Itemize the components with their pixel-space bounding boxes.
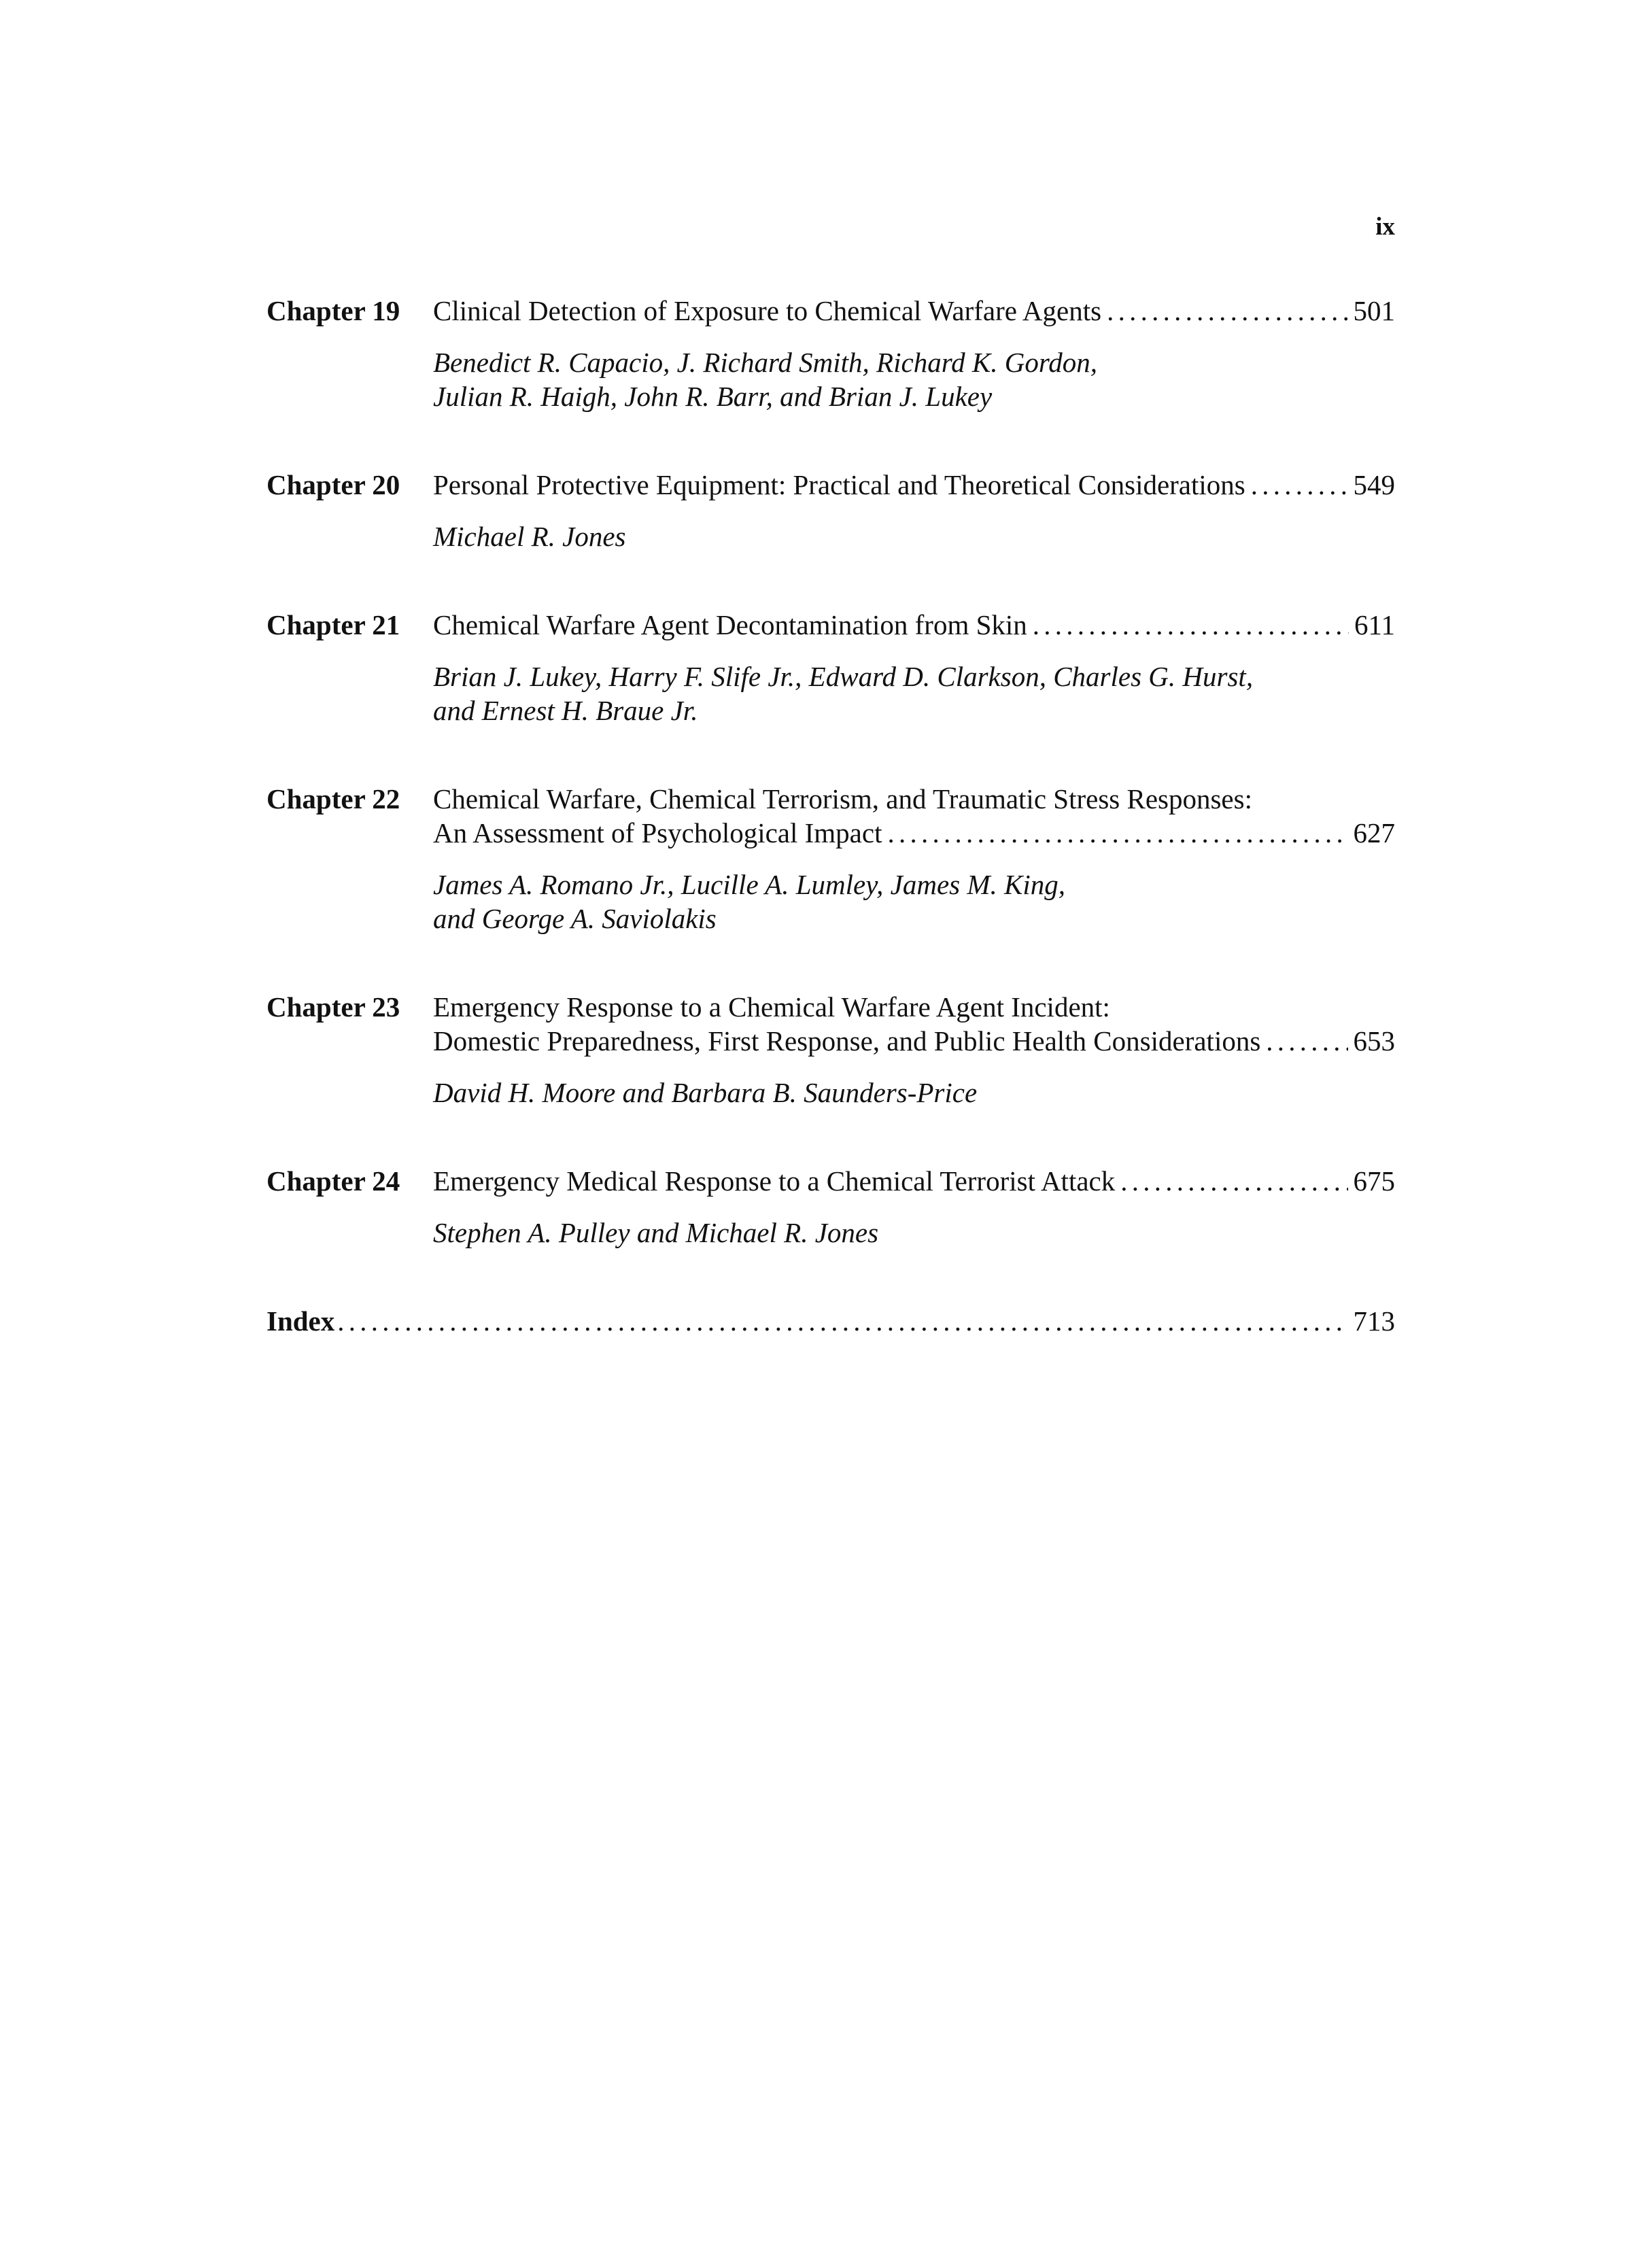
dot-leader bbox=[1107, 294, 1347, 328]
toc-entry bbox=[266, 294, 1395, 413]
chapter-title-leader-line bbox=[433, 1024, 1395, 1058]
index-entry bbox=[266, 1304, 1395, 1338]
author-line: Michael R. Jones bbox=[433, 521, 626, 552]
chapter-label: Chapter 22 bbox=[266, 783, 400, 814]
dot-leader bbox=[1120, 1164, 1347, 1198]
toc-entry bbox=[266, 608, 1395, 727]
index-page-number: 713 bbox=[1353, 1305, 1395, 1337]
author-line: and Ernest H. Braue Jr. bbox=[433, 695, 698, 726]
toc-entry bbox=[266, 782, 1395, 936]
chapter-authors bbox=[433, 1216, 1395, 1250]
author-line: Benedict R. Capacio, J. Richard Smith, Richard K. Gordon, bbox=[433, 347, 1098, 378]
chapter-title: Emergency Medical Response to a Chemical Terrorist Attack bbox=[433, 1165, 1116, 1197]
chapter-title-line: Emergency Response to a Chemical Warfare Agent Incident: bbox=[433, 991, 1110, 1023]
chapter-title-leader-line bbox=[433, 1164, 1395, 1198]
chapter-page-number: 501 bbox=[1353, 295, 1395, 326]
chapter-authors bbox=[433, 659, 1395, 727]
chapter-body bbox=[433, 468, 1395, 553]
author-line: Julian R. Haigh, John R. Barr, and Brian J. Lukey bbox=[433, 381, 993, 412]
author-line: Stephen A. Pulley and Michael R. Jones bbox=[433, 1217, 879, 1248]
toc-entry bbox=[266, 468, 1395, 553]
dot-leader bbox=[1033, 608, 1349, 642]
chapter-body bbox=[433, 608, 1395, 727]
page-number: ix bbox=[1375, 213, 1395, 241]
author-line: and George A. Saviolakis bbox=[433, 903, 717, 934]
chapter-body bbox=[433, 294, 1395, 413]
author-line: James A. Romano Jr., Lucille A. Lumley, James M. King, bbox=[433, 869, 1065, 900]
author-line: David H. Moore and Barbara B. Saunders-Price bbox=[433, 1077, 978, 1108]
chapter-title-line: Chemical Warfare, Chemical Terrorism, and Traumatic Stress Responses: bbox=[433, 783, 1252, 814]
toc-entry bbox=[266, 1164, 1395, 1250]
chapter-page-number: 549 bbox=[1353, 469, 1395, 500]
author-line: Brian J. Lukey, Harry F. Slife Jr., Edward D. Clarkson, Charles G. Hurst, bbox=[433, 661, 1254, 692]
chapter-list bbox=[266, 294, 1395, 1250]
table-of-contents bbox=[266, 294, 1395, 1338]
dot-leader bbox=[337, 1304, 1347, 1338]
chapter-page-number: 611 bbox=[1354, 609, 1395, 640]
chapter-title: An Assessment of Psychological Impact bbox=[433, 817, 882, 848]
chapter-authors bbox=[433, 1076, 1395, 1110]
dot-leader bbox=[887, 816, 1347, 850]
chapter-page-number: 675 bbox=[1353, 1165, 1395, 1197]
chapter-body bbox=[433, 1164, 1395, 1250]
chapter-body bbox=[433, 782, 1395, 936]
chapter-title-leader-line bbox=[433, 468, 1395, 502]
chapter-page-number: 653 bbox=[1353, 1025, 1395, 1057]
chapter-title: Chemical Warfare Agent Decontamination from Skin bbox=[433, 609, 1027, 640]
chapter-authors bbox=[433, 868, 1395, 936]
chapter-label: Chapter 21 bbox=[266, 609, 400, 640]
chapter-authors bbox=[433, 519, 1395, 553]
chapter-title: Personal Protective Equipment: Practical and Theoretical Considerations bbox=[433, 469, 1245, 500]
chapter-label: Chapter 20 bbox=[266, 469, 400, 500]
index-label: Index bbox=[266, 1305, 335, 1337]
chapter-title: Clinical Detection of Exposure to Chemical Warfare Agents bbox=[433, 295, 1102, 326]
chapter-title-leader-line bbox=[433, 294, 1395, 328]
chapter-label: Chapter 23 bbox=[266, 991, 400, 1023]
toc-entry bbox=[266, 990, 1395, 1110]
dot-leader bbox=[1251, 468, 1348, 502]
chapter-title-leader-line bbox=[433, 816, 1395, 850]
chapter-label: Chapter 24 bbox=[266, 1165, 400, 1197]
chapter-label: Chapter 19 bbox=[266, 295, 400, 326]
chapter-page-number: 627 bbox=[1353, 817, 1395, 848]
chapter-title: Domestic Preparedness, First Response, and Public Health Considerations bbox=[433, 1025, 1261, 1057]
dot-leader bbox=[1266, 1024, 1347, 1058]
chapter-body bbox=[433, 990, 1395, 1110]
chapter-authors bbox=[433, 345, 1395, 413]
chapter-title-leader-line bbox=[433, 608, 1395, 642]
